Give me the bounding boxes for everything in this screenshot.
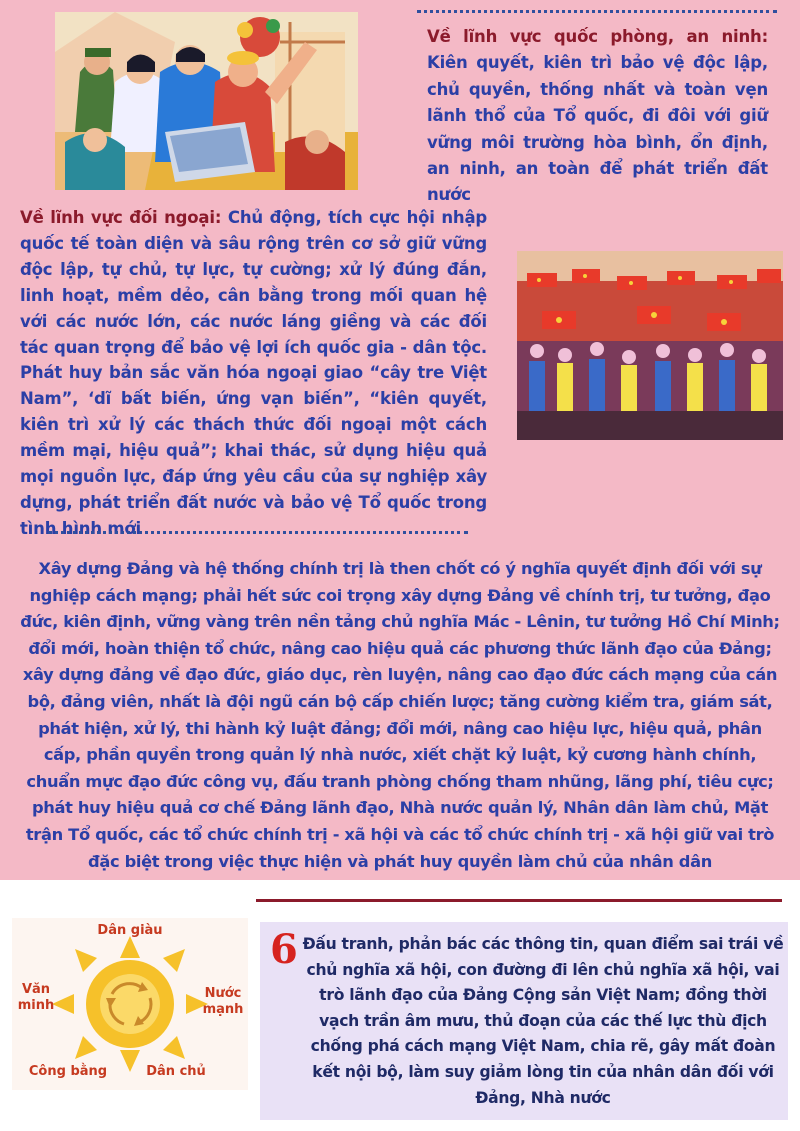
parade-photo [517,251,783,440]
sun-label-top: Dân giàu [97,923,163,938]
item-6-text: Đấu tranh, phản bác các thông tin, quan điểm sai trái về chủ nghĩa xã hội, con đường đi lên chủ nghĩa xã hội, vai trò lãnh đạo của Đảng Cộng sản Việt Nam; đồng thời vạch trần âm mưu, thủ đoạn của các thế lực thù địch chống phá cách mạng Việt Nam, chia rẽ, gây mất đoàn kết nội bộ, làm suy giảm lòng tin của nhân dân đối với Đảng, Nhà nước [302,935,784,1107]
party-building-paragraph: Xây dựng Đảng và hệ thống chính trị là then chốt có ý nghĩa quyết định đối với sự nghiệp cách mạng; phải hết sức coi trọng xây dựng Đảng về chính trị, tư tưởng, đạo đức, kiên định, vững vàng trên nền tảng chủ nghĩa Mác - Lênin, tư tưởng Hồ Chí Minh; đổi mới, hoàn thiện tổ chức, nâng cao hiệu quả các phương thức lãnh đạo của Đảng; xây dựng đảng về đạo đức, giáo dục, rèn luyện, nâng cao đạo đức cách mạng của cán bộ, đảng viên, nhất là đội ngũ cán bộ cấp chiến lược; tăng cường kiểm tra, giám sát, phát hiện, xử lý, thi hành kỷ luật đảng; đổi mới, nâng cao hiệu lực, hiệu quả, phân cấp, phần quyền trong quản lý nhà nước, xiết chặt kỷ luật, kỷ cương hành chính, chuẩn mực đạo đức công vụ, đấu tranh phòng chống tham nhũng, lãng phí, tiêu cực; phát huy hiệu quả cơ chế Đảng lãnh đạo, Nhà nước quản lý, Nhân dân làm chủ, Mặt trận Tổ quốc, các tổ chức chính trị - xã hội và các tổ chức chính trị - xã hội giữ vai trò đặc biệt trong việc thực hiện và phát huy quyền làm chủ của nhân dân [20,559,780,871]
sun-label-left: Văn minh [17,982,55,1013]
defense-body: Kiên quyết, kiên trì bảo vệ độc lập, chủ quyền, thống nhất và toàn vẹn lãnh thổ của Tổ quốc, đi đôi với giữ vững môi trường hòa bình, ổn định, an ninh, an toàn để phát triển đất nước [427,53,768,205]
sun-label-bottom-right: Dân chủ [146,1064,206,1079]
propaganda-illustration [55,12,358,190]
sun-label-bottom-left: Công bằng [28,1064,108,1079]
sun-diagram [12,918,248,1090]
foreign-affairs-body: Chủ động, tích cực hội nhập quốc tế toàn diện và sâu rộng trên cơ sở giữ vững độc lập, tự chủ, tự lực, tự cường; xử lý đúng đắn, linh hoạt, mềm dẻo, cân bằng trong mối quan hệ với các nước lớn, các nước láng giềng và các đối tác quan trọng để bảo vệ lợi ích quốc gia - dân tộc. Phát huy bản sắc văn hóa ngoại giao “cây tre Việt Nam”, ‘dĩ bất biến, ứng vạn biến”, “kiên quyết, kiên trì xử lý các thách thức đối ngoại một cách mềm mại, hiệu quả”; khai thác, sử dụng hiệu quả mọi nguồn lực, đáp ứng yêu cầu của sự nghiệp xây dựng, phát triển đất nước và bảo vệ Tổ quốc trong tình hình mới [20,208,488,538]
foreign-affairs-lead: Về lĩnh vực đối ngoại: [20,208,222,227]
section-rule [256,899,782,902]
item-6-number: 6 [270,926,298,973]
dotted-divider-top [417,10,777,13]
foreign-affairs-paragraph [20,205,487,542]
sun-label-right: Nước mạnh [202,986,244,1017]
defense-lead: Về lĩnh vực quốc phòng, an ninh: [427,27,768,46]
defense-paragraph [427,24,768,209]
dotted-divider-middle [48,531,468,534]
item-6-box [260,922,788,1120]
